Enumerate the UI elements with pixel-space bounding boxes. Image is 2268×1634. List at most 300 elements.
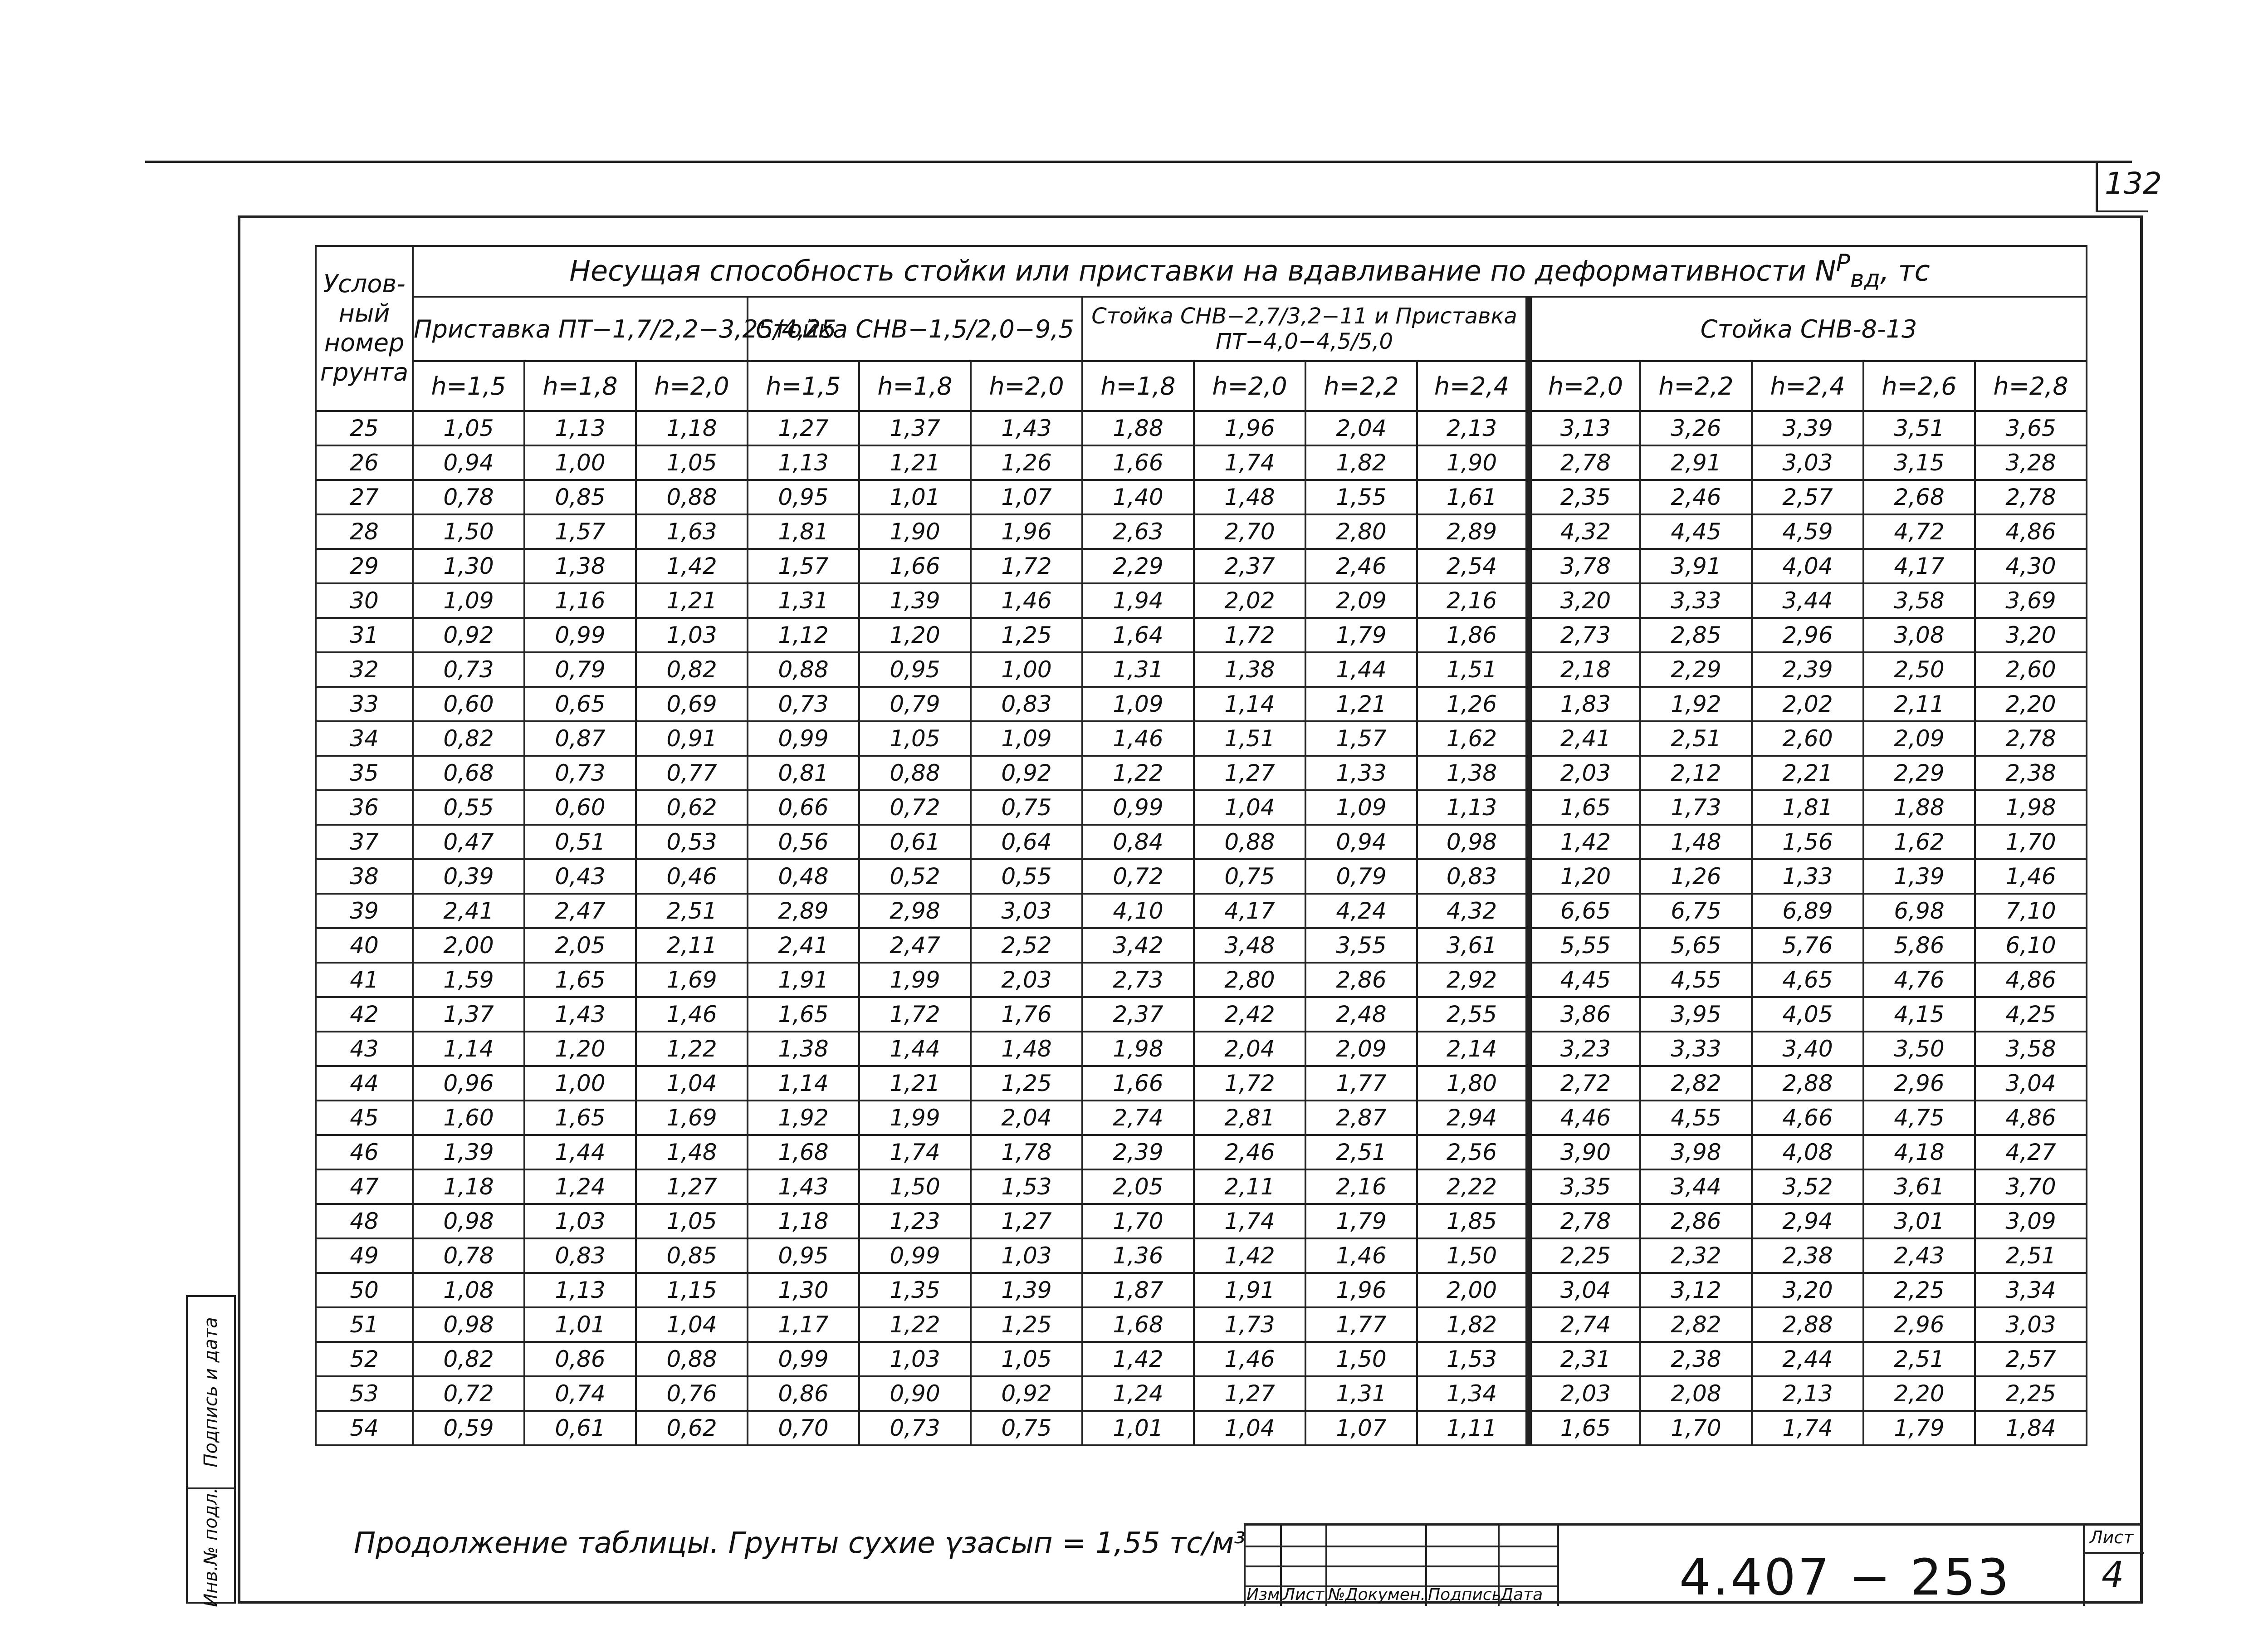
value-cell: 1,20 (524, 1032, 636, 1066)
value-cell: 2,41 (748, 928, 859, 963)
value-cell: 2,73 (1529, 618, 1640, 652)
value-cell: 1,50 (413, 514, 524, 549)
value-cell: 1,86 (1417, 618, 1529, 652)
value-cell: 1,01 (859, 480, 971, 514)
value-cell: 1,38 (748, 1032, 859, 1066)
value-cell: 3,44 (1640, 1169, 1752, 1204)
soil-number-cell: 43 (316, 1032, 413, 1066)
value-cell: 2,43 (1863, 1238, 1975, 1273)
value-cell: 2,39 (1082, 1135, 1194, 1169)
value-cell: 2,82 (1640, 1066, 1752, 1101)
value-cell: 1,42 (1194, 1238, 1305, 1273)
value-cell: 4,46 (1529, 1101, 1640, 1135)
value-cell: 1,99 (859, 963, 971, 997)
table-row (316, 583, 2087, 618)
value-cell: 3,86 (1529, 997, 1640, 1032)
depth-header: h=2,0 (1529, 361, 1640, 411)
value-cell: 1,50 (859, 1169, 971, 1204)
table-row (316, 1376, 2087, 1411)
soil-number-cell: 26 (316, 445, 413, 480)
group-header-snv-1-5: Стойка СНВ−1,5/2,0−9,5 (748, 297, 1082, 361)
soil-number-cell: 39 (316, 894, 413, 928)
soil-number-cell: 32 (316, 652, 413, 687)
value-cell: 2,25 (1975, 1376, 2087, 1411)
value-cell: 4,15 (1863, 997, 1975, 1032)
value-cell: 2,63 (1082, 514, 1194, 549)
value-cell: 2,57 (1752, 480, 1863, 514)
value-cell: 0,60 (524, 790, 636, 825)
value-cell: 0,79 (859, 687, 971, 721)
value-cell: 1,05 (636, 1204, 748, 1238)
table-row (316, 963, 2087, 997)
value-cell: 3,01 (1863, 1204, 1975, 1238)
value-cell: 1,57 (524, 514, 636, 549)
title-block (1244, 1523, 2142, 1606)
value-cell: 1,94 (1082, 583, 1194, 618)
value-cell: 1,25 (971, 1307, 1082, 1342)
value-cell: 1,90 (859, 514, 971, 549)
value-cell: 1,88 (1863, 790, 1975, 825)
value-cell: 1,48 (1194, 480, 1305, 514)
soil-number-cell: 41 (316, 963, 413, 997)
value-cell: 0,48 (748, 859, 859, 894)
value-cell: 0,62 (636, 1411, 748, 1445)
value-cell: 1,05 (971, 1342, 1082, 1376)
value-cell: 1,04 (1194, 1411, 1305, 1445)
value-cell: 0,99 (524, 618, 636, 652)
value-cell: 1,42 (1529, 825, 1640, 859)
bearing-capacity-table (315, 245, 2087, 1446)
depth-header: h=2,0 (1194, 361, 1305, 411)
value-cell: 2,09 (1863, 721, 1975, 756)
value-cell: 1,04 (1194, 790, 1305, 825)
value-cell: 1,69 (636, 1101, 748, 1135)
value-cell: 3,40 (1752, 1032, 1863, 1066)
value-cell: 2,16 (1305, 1169, 1417, 1204)
value-cell: 1,44 (859, 1032, 971, 1066)
value-cell: 1,82 (1305, 445, 1417, 480)
value-cell: 1,92 (1640, 687, 1752, 721)
soil-number-cell: 50 (316, 1273, 413, 1307)
value-cell: 2,29 (1082, 549, 1194, 583)
depth-header: h=1,5 (413, 361, 524, 411)
value-cell: 0,86 (524, 1342, 636, 1376)
value-cell: 1,72 (1194, 1066, 1305, 1101)
value-cell: 0,88 (859, 756, 971, 790)
value-cell: 2,51 (1975, 1238, 2087, 1273)
value-cell: 1,68 (748, 1135, 859, 1169)
value-cell: 1,38 (524, 549, 636, 583)
value-cell: 3,03 (1975, 1307, 2087, 1342)
depth-header: h=1,5 (748, 361, 859, 411)
value-cell: 1,96 (1194, 411, 1305, 445)
value-cell: 4,59 (1752, 514, 1863, 549)
value-cell: 3,04 (1975, 1066, 2087, 1101)
value-cell: 0,53 (636, 825, 748, 859)
value-cell: 1,13 (1417, 790, 1529, 825)
depth-header: h=2,8 (1975, 361, 2087, 411)
value-cell: 2,37 (1082, 997, 1194, 1032)
value-cell: 0,73 (859, 1411, 971, 1445)
value-cell: 1,33 (1305, 756, 1417, 790)
value-cell: 2,80 (1194, 963, 1305, 997)
value-cell: 1,36 (1082, 1238, 1194, 1273)
value-cell: 1,04 (636, 1066, 748, 1101)
value-cell: 1,14 (1194, 687, 1305, 721)
value-cell: 1,26 (971, 445, 1082, 480)
value-cell: 0,88 (1194, 825, 1305, 859)
value-cell: 2,98 (859, 894, 971, 928)
value-cell: 0,96 (413, 1066, 524, 1101)
table-row (316, 549, 2087, 583)
value-cell: 0,60 (413, 687, 524, 721)
value-cell: 4,76 (1863, 963, 1975, 997)
value-cell: 1,22 (1082, 756, 1194, 790)
value-cell: 2,29 (1863, 756, 1975, 790)
value-cell: 4,45 (1640, 514, 1752, 549)
value-cell: 1,17 (748, 1307, 859, 1342)
value-cell: 2,32 (1640, 1238, 1752, 1273)
value-cell: 0,64 (971, 825, 1082, 859)
value-cell: 2,12 (1640, 756, 1752, 790)
value-cell: 2,72 (1529, 1066, 1640, 1101)
value-cell: 0,95 (859, 652, 971, 687)
value-cell: 0,77 (636, 756, 748, 790)
value-cell: 1,72 (1194, 618, 1305, 652)
value-cell: 1,73 (1194, 1307, 1305, 1342)
value-cell: 0,98 (1417, 825, 1529, 859)
value-cell: 2,41 (1529, 721, 1640, 756)
value-cell: 2,20 (1975, 687, 2087, 721)
value-cell: 1,82 (1417, 1307, 1529, 1342)
value-cell: 2,39 (1752, 652, 1863, 687)
value-cell: 0,62 (636, 790, 748, 825)
value-cell: 2,74 (1082, 1101, 1194, 1135)
value-cell: 4,86 (1975, 1101, 2087, 1135)
value-cell: 2,22 (1417, 1169, 1529, 1204)
sheet-number: 4 (2102, 1555, 2124, 1595)
value-cell: 1,65 (1529, 1411, 1640, 1445)
value-cell: 1,84 (1975, 1411, 2087, 1445)
value-cell: 2,91 (1640, 445, 1752, 480)
value-cell: 4,10 (1082, 894, 1194, 928)
table-row (316, 652, 2087, 687)
value-cell: 0,56 (748, 825, 859, 859)
soil-number-cell: 38 (316, 859, 413, 894)
value-cell: 4,17 (1194, 894, 1305, 928)
table-row (316, 859, 2087, 894)
value-cell: 3,69 (1975, 583, 2087, 618)
value-cell: 1,16 (524, 583, 636, 618)
value-cell: 1,57 (748, 549, 859, 583)
value-cell: 1,60 (413, 1101, 524, 1135)
value-cell: 1,73 (1640, 790, 1752, 825)
value-cell: 2,54 (1417, 549, 1529, 583)
value-cell: 1,05 (859, 721, 971, 756)
value-cell: 2,87 (1305, 1101, 1417, 1135)
soil-number-cell: 31 (316, 618, 413, 652)
value-cell: 1,79 (1863, 1411, 1975, 1445)
value-cell: 1,74 (859, 1135, 971, 1169)
value-cell: 2,03 (1529, 756, 1640, 790)
document-code: 4.407 − 253 (1679, 1548, 2011, 1606)
value-cell: 2,46 (1194, 1135, 1305, 1169)
value-cell: 1,98 (1975, 790, 2087, 825)
value-cell: 0,98 (413, 1204, 524, 1238)
soil-number-cell: 45 (316, 1101, 413, 1135)
value-cell: 2,04 (971, 1101, 1082, 1135)
value-cell: 2,18 (1529, 652, 1640, 687)
value-cell: 1,24 (1082, 1376, 1194, 1411)
value-cell: 2,96 (1863, 1307, 1975, 1342)
value-cell: 2,47 (859, 928, 971, 963)
value-cell: 0,72 (413, 1376, 524, 1411)
value-cell: 1,91 (748, 963, 859, 997)
soil-number-cell: 48 (316, 1204, 413, 1238)
value-cell: 6,65 (1529, 894, 1640, 928)
table-row (316, 445, 2087, 480)
value-cell: 3,48 (1194, 928, 1305, 963)
value-cell: 1,07 (1305, 1411, 1417, 1445)
value-cell: 1,43 (971, 411, 1082, 445)
value-cell: 1,40 (1082, 480, 1194, 514)
soil-number-cell: 51 (316, 1307, 413, 1342)
value-cell: 2,25 (1529, 1238, 1640, 1273)
value-cell: 2,46 (1640, 480, 1752, 514)
value-cell: 0,86 (748, 1376, 859, 1411)
value-cell: 3,34 (1975, 1273, 2087, 1307)
table-row (316, 1411, 2087, 1445)
value-cell: 0,61 (859, 825, 971, 859)
value-cell: 1,12 (748, 618, 859, 652)
value-cell: 1,25 (971, 618, 1082, 652)
value-cell: 1,65 (748, 997, 859, 1032)
value-cell: 3,61 (1863, 1169, 1975, 1204)
value-cell: 1,14 (748, 1066, 859, 1101)
value-cell: 2,44 (1752, 1342, 1863, 1376)
value-cell: 0,70 (748, 1411, 859, 1445)
value-cell: 2,47 (524, 894, 636, 928)
value-cell: 1,11 (1417, 1411, 1529, 1445)
value-cell: 1,09 (1082, 687, 1194, 721)
soil-number-cell: 54 (316, 1411, 413, 1445)
value-cell: 3,33 (1640, 1032, 1752, 1066)
value-cell: 2,60 (1752, 721, 1863, 756)
value-cell: 1,53 (1417, 1342, 1529, 1376)
value-cell: 3,78 (1529, 549, 1640, 583)
value-cell: 1,98 (1082, 1032, 1194, 1066)
value-cell: 0,75 (971, 1411, 1082, 1445)
table-row (316, 411, 2087, 445)
value-cell: 1,26 (1640, 859, 1752, 894)
value-cell: 1,31 (1305, 1376, 1417, 1411)
value-cell: 5,86 (1863, 928, 1975, 963)
table-row (316, 1238, 2087, 1273)
value-cell: 1,01 (524, 1307, 636, 1342)
group-header-pt-1-7: Приставка ПТ−1,7/2,2−3,25/4,25 (413, 297, 748, 361)
value-cell: 2,55 (1417, 997, 1529, 1032)
table-row (316, 1066, 2087, 1101)
value-cell: 0,68 (413, 756, 524, 790)
table-caption: Продолжение таблицы. Грунты сухие γзасып = 1,55 тс/м³ (354, 1526, 1246, 1560)
depth-header: h=2,4 (1752, 361, 1863, 411)
value-cell: 1,46 (636, 997, 748, 1032)
value-cell: 2,20 (1863, 1376, 1975, 1411)
value-cell: 0,59 (413, 1411, 524, 1445)
value-cell: 1,30 (748, 1273, 859, 1307)
value-cell: 2,38 (1752, 1238, 1863, 1273)
value-cell: 3,95 (1640, 997, 1752, 1032)
value-cell: 1,79 (1305, 618, 1417, 652)
value-cell: 1,65 (524, 963, 636, 997)
value-cell: 6,89 (1752, 894, 1863, 928)
soil-number-cell: 29 (316, 549, 413, 583)
value-cell: 1,44 (1305, 652, 1417, 687)
value-cell: 2,25 (1863, 1273, 1975, 1307)
value-cell: 1,83 (1529, 687, 1640, 721)
value-cell: 1,57 (1305, 721, 1417, 756)
value-cell: 0,73 (524, 756, 636, 790)
value-cell: 0,95 (748, 1238, 859, 1273)
value-cell: 0,69 (636, 687, 748, 721)
value-cell: 1,13 (748, 445, 859, 480)
value-cell: 2,42 (1194, 997, 1305, 1032)
value-cell: 2,48 (1305, 997, 1417, 1032)
value-cell: 5,65 (1640, 928, 1752, 963)
value-cell: 2,08 (1640, 1376, 1752, 1411)
value-cell: 2,78 (1975, 480, 2087, 514)
value-cell: 1,66 (1082, 1066, 1194, 1101)
value-cell: 5,55 (1529, 928, 1640, 963)
revision-grid (1244, 1526, 1557, 1606)
value-cell: 1,42 (636, 549, 748, 583)
value-cell: 1,00 (971, 652, 1082, 687)
value-cell: 3,52 (1752, 1169, 1863, 1204)
value-cell: 2,35 (1529, 480, 1640, 514)
soil-number-cell: 46 (316, 1135, 413, 1169)
table-row (316, 618, 2087, 652)
table-row (316, 790, 2087, 825)
value-cell: 2,29 (1640, 652, 1752, 687)
value-cell: 0,78 (413, 480, 524, 514)
value-cell: 1,66 (859, 549, 971, 583)
value-cell: 1,03 (971, 1238, 1082, 1273)
value-cell: 2,21 (1752, 756, 1863, 790)
table-row (316, 1169, 2087, 1204)
depth-header: h=1,8 (524, 361, 636, 411)
value-cell: 2,51 (636, 894, 748, 928)
table-row (316, 756, 2087, 790)
value-cell: 3,09 (1975, 1204, 2087, 1238)
value-cell: 6,10 (1975, 928, 2087, 963)
table-row (316, 825, 2087, 859)
value-cell: 1,14 (413, 1032, 524, 1066)
value-cell: 0,83 (1417, 859, 1529, 894)
value-cell: 2,96 (1863, 1066, 1975, 1101)
value-cell: 2,68 (1863, 480, 1975, 514)
value-cell: 1,51 (1417, 652, 1529, 687)
value-cell: 0,47 (413, 825, 524, 859)
value-cell: 1,18 (413, 1169, 524, 1204)
table-row (316, 928, 2087, 963)
value-cell: 1,15 (636, 1273, 748, 1307)
soil-number-cell: 27 (316, 480, 413, 514)
value-cell: 1,22 (636, 1032, 748, 1066)
value-cell: 1,78 (971, 1135, 1082, 1169)
col-label-list: Лист (1283, 1585, 1325, 1604)
value-cell: 1,01 (1082, 1411, 1194, 1445)
value-cell: 0,85 (636, 1238, 748, 1273)
value-cell: 1,43 (524, 997, 636, 1032)
value-cell: 3,20 (1752, 1273, 1863, 1307)
value-cell: 1,87 (1082, 1273, 1194, 1307)
value-cell: 3,04 (1529, 1273, 1640, 1307)
value-cell: 4,72 (1863, 514, 1975, 549)
value-cell: 2,78 (1529, 445, 1640, 480)
table-row (316, 1204, 2087, 1238)
depth-header: h=2,4 (1417, 361, 1529, 411)
value-cell: 1,69 (636, 963, 748, 997)
value-cell: 2,05 (1082, 1169, 1194, 1204)
value-cell: 2,57 (1975, 1342, 2087, 1376)
soil-number-cell: 25 (316, 411, 413, 445)
value-cell: 4,45 (1529, 963, 1640, 997)
group-header-snv-8-13: Стойка СНВ-8-13 (1529, 297, 2087, 361)
table-row (316, 1342, 2087, 1376)
value-cell: 1,09 (1305, 790, 1417, 825)
soil-number-cell: 30 (316, 583, 413, 618)
value-cell: 0,99 (748, 721, 859, 756)
value-cell: 1,05 (413, 411, 524, 445)
value-cell: 1,13 (524, 411, 636, 445)
value-cell: 1,88 (1082, 411, 1194, 445)
value-cell: 4,25 (1975, 997, 2087, 1032)
value-cell: 2,60 (1975, 652, 2087, 687)
value-cell: 0,91 (636, 721, 748, 756)
value-cell: 2,92 (1417, 963, 1529, 997)
value-cell: 3,03 (1752, 445, 1863, 480)
value-cell: 1,35 (859, 1273, 971, 1307)
value-cell: 3,20 (1529, 583, 1640, 618)
value-cell: 2,05 (524, 928, 636, 963)
value-cell: 4,05 (1752, 997, 1863, 1032)
value-cell: 1,51 (1194, 721, 1305, 756)
value-cell: 0,75 (1194, 859, 1305, 894)
soil-number-cell: 36 (316, 790, 413, 825)
depth-header: h=1,8 (1082, 361, 1194, 411)
value-cell: 1,81 (748, 514, 859, 549)
page-number: 132 (2105, 166, 2162, 201)
soil-number-cell: 52 (316, 1342, 413, 1376)
value-cell: 0,82 (413, 1342, 524, 1376)
value-cell: 2,11 (636, 928, 748, 963)
value-cell: 4,66 (1752, 1101, 1863, 1135)
value-cell: 3,58 (1863, 583, 1975, 618)
table-row (316, 997, 2087, 1032)
value-cell: 4,86 (1975, 963, 2087, 997)
depth-header: h=2,2 (1305, 361, 1417, 411)
value-cell: 1,39 (413, 1135, 524, 1169)
value-cell: 0,66 (748, 790, 859, 825)
value-cell: 1,21 (1305, 687, 1417, 721)
value-cell: 0,78 (413, 1238, 524, 1273)
value-cell: 0,52 (859, 859, 971, 894)
value-cell: 2,13 (1417, 411, 1529, 445)
col-label-signature: Подпись (1428, 1585, 1501, 1604)
value-cell: 0,82 (636, 652, 748, 687)
value-cell: 2,09 (1305, 583, 1417, 618)
value-cell: 1,39 (859, 583, 971, 618)
